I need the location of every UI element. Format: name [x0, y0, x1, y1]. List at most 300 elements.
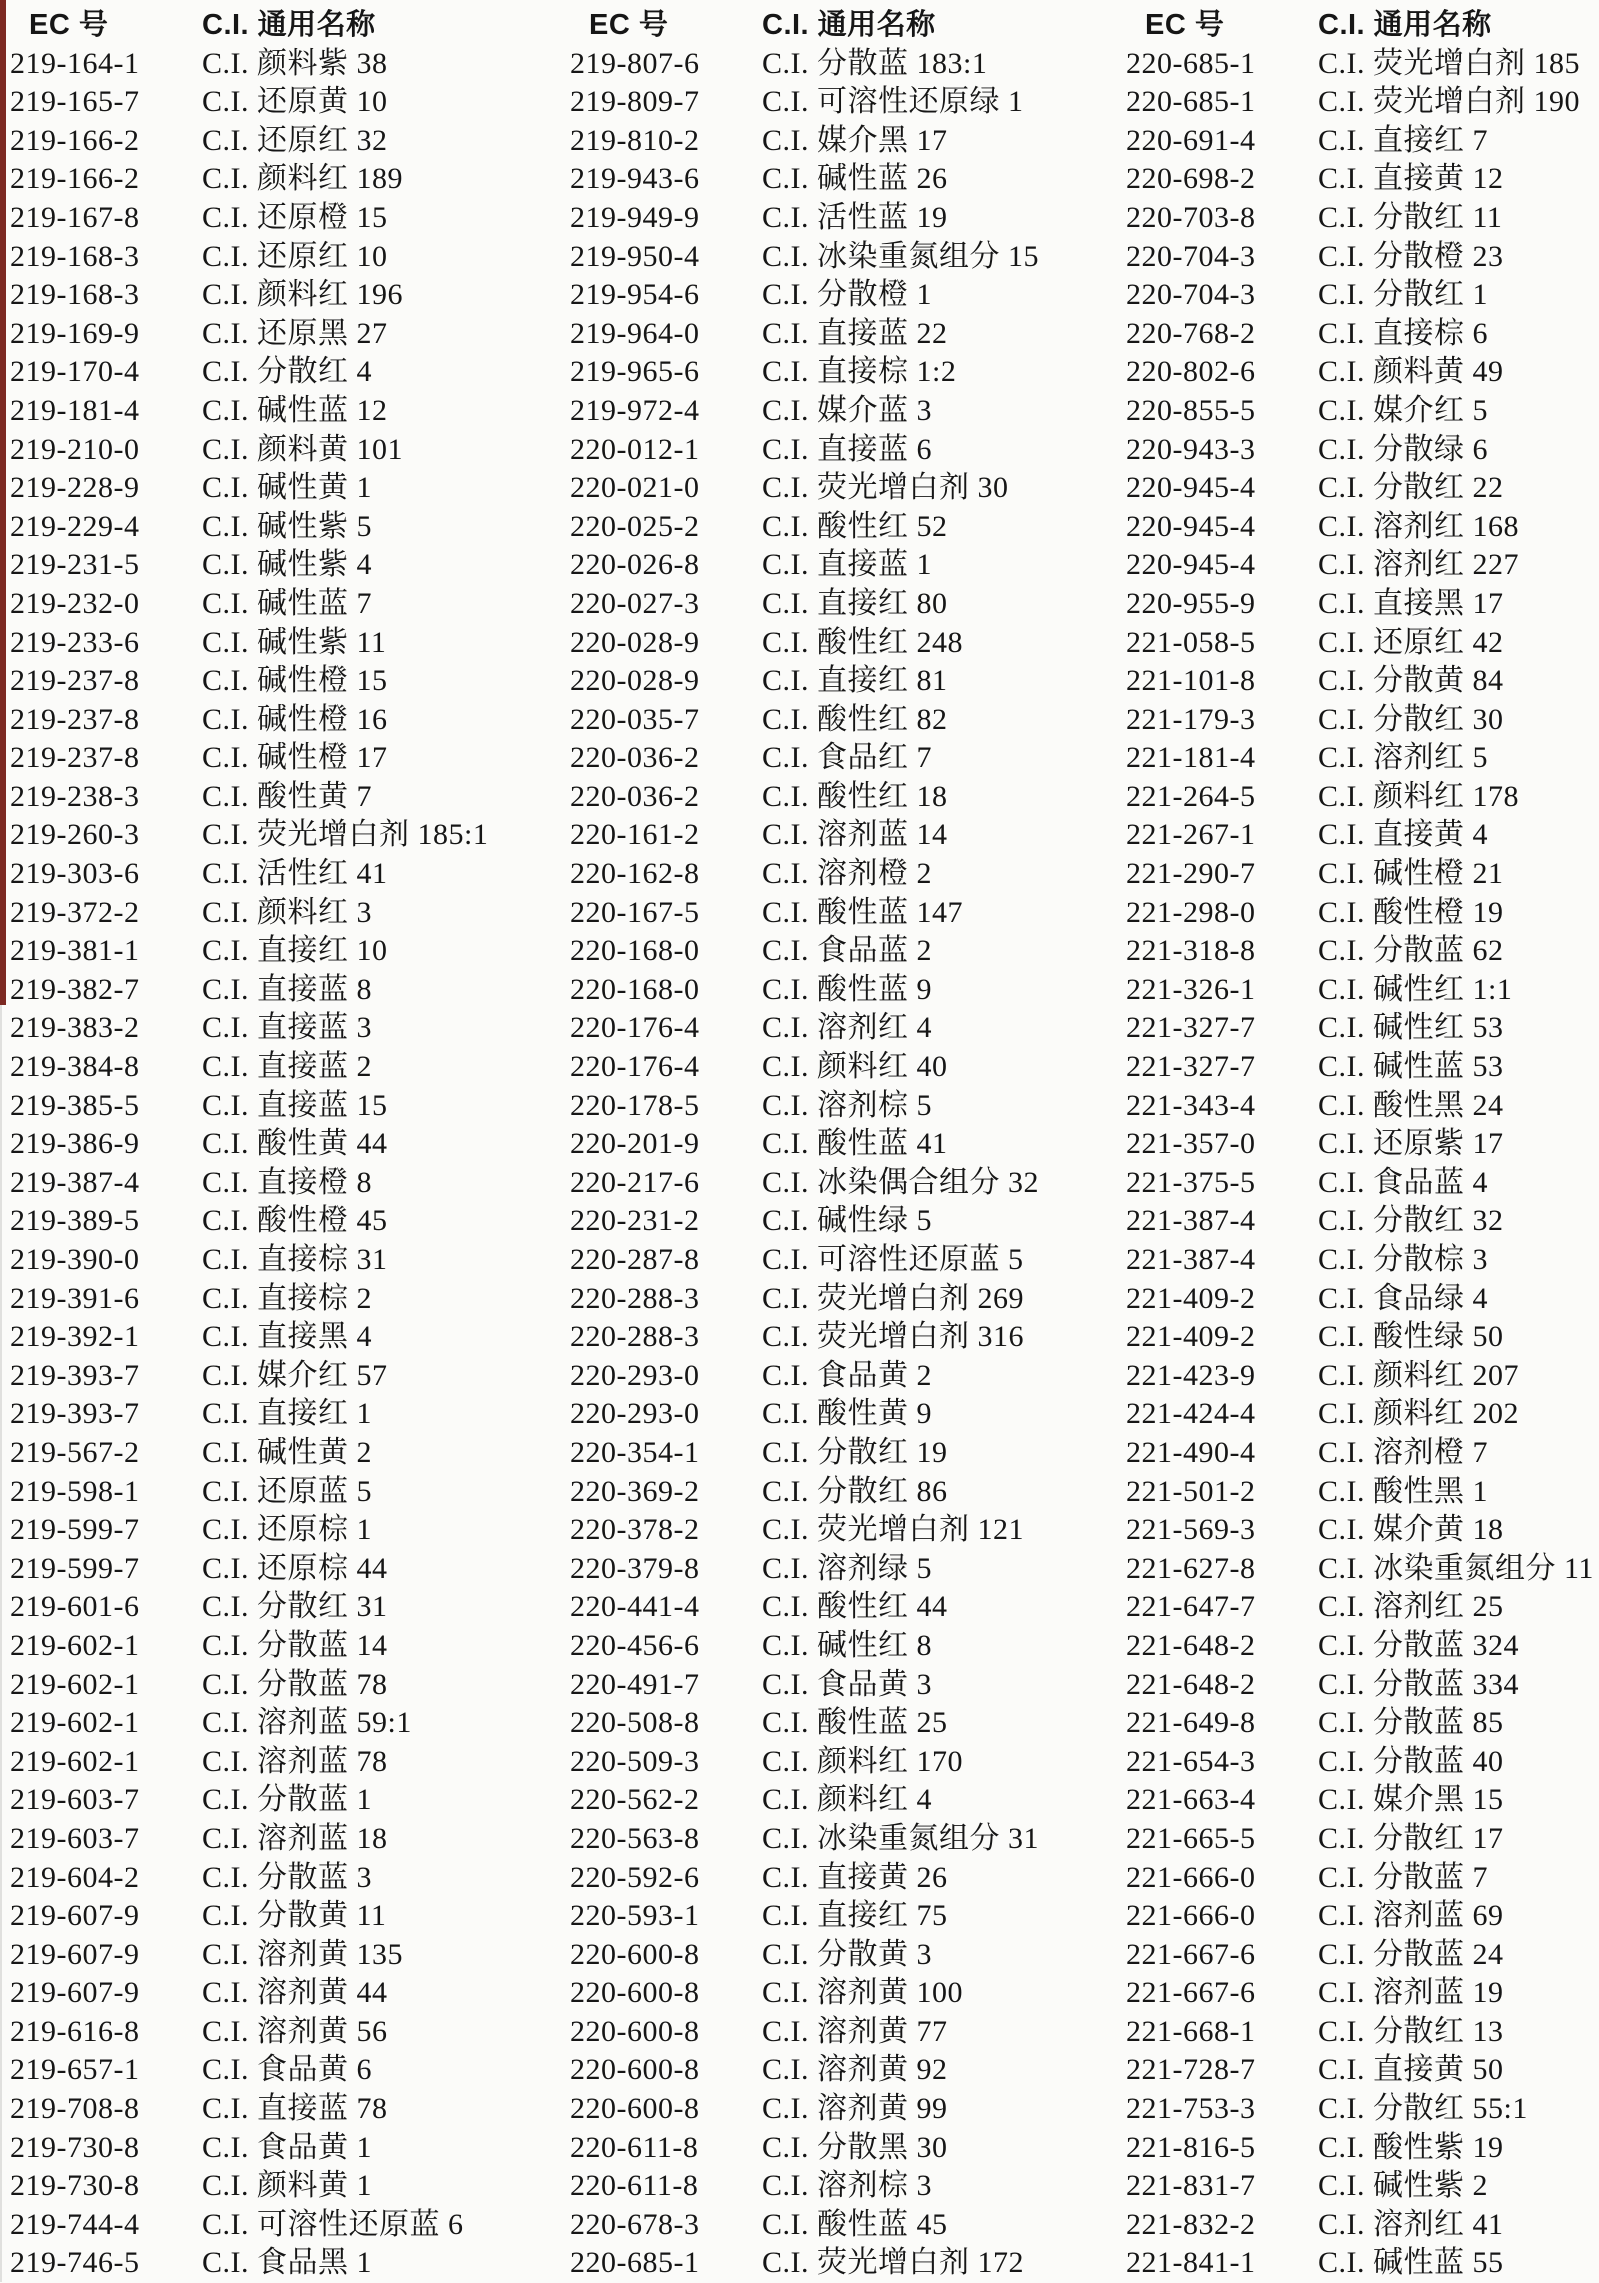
table-row [10, 1743, 533, 1782]
ci-name: C.I. 溶剂蓝 59:1 [202, 1706, 412, 1740]
ci-name: C.I. 直接红 75 [762, 1899, 948, 1933]
table-row [1126, 1666, 1599, 1705]
ci-name: C.I. 酸性红 18 [762, 779, 948, 813]
ci-name: C.I. 分散红 32 [1318, 1204, 1504, 1238]
ec-number: 220-943-3 [1126, 432, 1256, 466]
ci-name: C.I. 媒介红 57 [202, 1358, 388, 1392]
table-row [570, 1550, 1063, 1589]
ci-name: C.I. 溶剂蓝 14 [762, 818, 948, 852]
table-row [570, 2051, 1063, 2090]
ci-name: C.I. 碱性蓝 12 [202, 393, 388, 427]
ec-number: 221-627-8 [1126, 1551, 1256, 1585]
ci-name: C.I. 分散橙 1 [762, 278, 932, 312]
table-row [570, 662, 1063, 701]
ec-number: 221-327-7 [1126, 1011, 1256, 1045]
ci-name: C.I. 溶剂红 4 [762, 1011, 932, 1045]
ci-name: C.I. 直接蓝 3 [202, 1011, 372, 1045]
ci-name: C.I. 分散红 22 [1318, 471, 1504, 505]
ec-number: 220-704-3 [1126, 278, 1256, 312]
ci-name: C.I. 分散蓝 62 [1318, 934, 1504, 968]
table-row [10, 662, 533, 701]
table-row [10, 2167, 533, 2206]
ci-name: C.I. 分散红 30 [1318, 702, 1504, 736]
ci-name: C.I. 食品黄 3 [762, 1667, 932, 1701]
ec-number-header: EC 号 [589, 9, 669, 41]
ec-number: 221-357-0 [1126, 1127, 1256, 1161]
ci-name: C.I. 颜料红 207 [1318, 1358, 1519, 1392]
table-row [10, 1588, 533, 1627]
table-row [570, 1280, 1063, 1319]
table-row [570, 932, 1063, 971]
ec-number: 220-369-2 [570, 1474, 700, 1508]
ci-name: C.I. 冰染重氮组分 15 [762, 239, 1039, 273]
table-row [10, 2090, 533, 2129]
table-row [10, 1974, 533, 2013]
table-row [10, 1666, 533, 1705]
ci-name: C.I. 颜料红 196 [202, 278, 403, 312]
ec-number: 220-562-2 [570, 1783, 700, 1817]
ci-name: C.I. 分散蓝 24 [1318, 1937, 1504, 1971]
ec-number: 220-379-8 [570, 1551, 700, 1585]
ec-number: 221-387-4 [1126, 1243, 1256, 1276]
table-row [1126, 894, 1599, 933]
ec-number: 221-343-4 [1126, 1088, 1256, 1122]
ec-number: 219-607-9 [10, 1899, 140, 1933]
table-row [1126, 1318, 1599, 1357]
ec-number: 221-667-6 [1126, 1937, 1256, 1971]
ci-name: C.I. 碱性蓝 7 [202, 586, 372, 620]
ec-number: 219-601-6 [10, 1590, 140, 1624]
ec-number: 221-569-3 [1126, 1513, 1256, 1547]
column-group-3 [1063, 6, 1599, 2283]
table-row [570, 739, 1063, 778]
ci-name: C.I. 分散蓝 78 [202, 1667, 388, 1701]
table-row [1126, 1743, 1599, 1782]
table-row [570, 1974, 1063, 2013]
table-row [570, 2167, 1063, 2206]
table-row [570, 2013, 1063, 2052]
table-row [570, 2206, 1063, 2245]
ci-name: C.I. 食品黄 6 [202, 2053, 372, 2087]
ec-number: 220-611-8 [570, 2130, 699, 2164]
ci-name: C.I. 颜料红 178 [1318, 779, 1519, 813]
ec-number: 220-685-1 [1126, 46, 1256, 80]
table-row [10, 315, 533, 354]
table-row [1126, 276, 1599, 315]
table-row [1126, 315, 1599, 354]
ec-number: 221-318-8 [1126, 934, 1256, 968]
ec-number: 219-168-3 [10, 239, 140, 273]
ec-number: 221-101-8 [1126, 664, 1256, 698]
table-row [570, 1627, 1063, 1666]
ec-number: 219-382-7 [10, 972, 140, 1006]
ci-name: C.I. 分散黑 30 [762, 2130, 948, 2164]
ec-number: 219-168-3 [10, 278, 140, 312]
ec-number: 221-264-5 [1126, 779, 1256, 813]
ci-name: C.I. 还原橙 15 [202, 200, 388, 234]
table-row [1126, 2206, 1599, 2245]
table-row [570, 1434, 1063, 1473]
ec-number: 219-730-8 [10, 2169, 140, 2203]
ci-name: C.I. 酸性红 52 [762, 509, 948, 543]
table-row [1126, 1280, 1599, 1319]
ec-number: 221-648-2 [1126, 1667, 1256, 1701]
table-row [10, 469, 533, 508]
ci-name: C.I. 酸性蓝 9 [762, 972, 932, 1006]
ci-name: C.I. 碱性紫 11 [202, 625, 387, 659]
table-row [570, 701, 1063, 740]
ec-number: 219-949-9 [570, 200, 700, 234]
table-row [570, 276, 1063, 315]
ec-number: 221-327-7 [1126, 1050, 1256, 1084]
ci-name: C.I. 溶剂黄 99 [762, 2092, 948, 2126]
ec-number: 219-393-7 [10, 1358, 140, 1392]
ci-name: C.I. 酸性蓝 25 [762, 1706, 948, 1740]
table-row [1126, 932, 1599, 971]
ec-number: 221-668-1 [1126, 2014, 1256, 2048]
table-row [570, 1241, 1063, 1280]
ci-name: C.I. 直接蓝 2 [202, 1050, 372, 1084]
ec-number: 219-810-2 [570, 123, 700, 157]
ec-number: 219-657-1 [10, 2053, 140, 2087]
ec-number: 219-730-8 [10, 2130, 140, 2164]
ec-number: 221-667-6 [1126, 1976, 1256, 2010]
table-row [10, 160, 533, 199]
ec-number: 220-678-3 [570, 2207, 700, 2241]
ec-number: 221-665-5 [1126, 1821, 1256, 1855]
ec-number: 220-162-8 [570, 857, 700, 891]
ec-number: 219-237-8 [10, 702, 140, 736]
ec-number: 219-232-0 [10, 586, 140, 620]
ci-name: C.I. 溶剂黄 77 [762, 2014, 948, 2048]
table-row [1126, 2129, 1599, 2168]
ec-number: 220-441-4 [570, 1590, 700, 1624]
ec-number: 220-176-4 [570, 1011, 700, 1045]
ci-name: C.I. 媒介黄 18 [1318, 1513, 1504, 1547]
table-row [570, 1048, 1063, 1087]
ec-number: 219-170-4 [10, 355, 140, 389]
ci-name: C.I. 可溶性还原蓝 5 [762, 1243, 1024, 1276]
table-row [1126, 2051, 1599, 2090]
ec-number: 219-383-2 [10, 1011, 140, 1045]
table-row [10, 816, 533, 855]
table-row [1126, 431, 1599, 470]
ec-number: 221-375-5 [1126, 1165, 1256, 1199]
ci-name: C.I. 荧光增白剂 269 [762, 1281, 1024, 1315]
ci-name: C.I. 酸性橙 45 [202, 1204, 388, 1238]
ci-name: C.I. 冰染重氮组分 11 [1318, 1551, 1594, 1585]
ec-number: 221-387-4 [1126, 1204, 1256, 1238]
ec-number: 220-035-7 [570, 702, 700, 736]
table-row [570, 199, 1063, 238]
ci-name: C.I. 分散橙 23 [1318, 239, 1504, 273]
table-row [570, 353, 1063, 392]
table-row [570, 431, 1063, 470]
ec-number: 219-166-2 [10, 123, 140, 157]
table-row [10, 199, 533, 238]
ec-number: 220-456-6 [570, 1628, 700, 1662]
ci-name: C.I. 碱性橙 15 [202, 664, 388, 698]
table-row [570, 1318, 1063, 1357]
ec-number: 219-943-6 [570, 162, 700, 196]
ci-name: C.I. 酸性紫 19 [1318, 2130, 1504, 2164]
ci-name: C.I. 直接红 7 [1318, 123, 1488, 157]
ec-number: 220-028-9 [570, 664, 700, 698]
table-row [1126, 238, 1599, 277]
ci-name: C.I. 酸性红 44 [762, 1590, 948, 1624]
ci-name: C.I. 直接黑 17 [1318, 586, 1504, 620]
ec-number: 220-161-2 [570, 818, 700, 852]
table-header [570, 6, 1063, 45]
ec-number: 220-178-5 [570, 1088, 700, 1122]
ci-name: C.I. 分散蓝 324 [1318, 1628, 1519, 1662]
ci-name: C.I. 分散红 13 [1318, 2014, 1504, 2048]
table-row [1126, 701, 1599, 740]
ci-name: C.I. 溶剂橙 7 [1318, 1435, 1488, 1469]
ci-name: C.I. 冰染重氮组分 31 [762, 1821, 1039, 1855]
ec-number: 220-611-8 [570, 2169, 699, 2203]
table-row [570, 160, 1063, 199]
ci-name: C.I. 冰染偶合组分 32 [762, 1165, 1039, 1199]
ci-name: C.I. 荧光增白剂 316 [762, 1320, 1024, 1354]
table-row [1126, 1395, 1599, 1434]
table-row [570, 546, 1063, 585]
ec-number: 219-228-9 [10, 471, 140, 505]
ec-number: 220-945-4 [1126, 509, 1256, 543]
table-row [570, 778, 1063, 817]
table-row [10, 1164, 533, 1203]
ci-name: C.I. 直接蓝 8 [202, 972, 372, 1006]
ci-name: C.I. 溶剂红 227 [1318, 548, 1519, 582]
ec-number: 221-409-2 [1126, 1281, 1256, 1315]
ec-number: 219-238-3 [10, 779, 140, 813]
ec-number: 219-809-7 [570, 85, 700, 119]
ec-number: 219-303-6 [10, 857, 140, 891]
ci-name: C.I. 直接棕 2 [202, 1281, 372, 1315]
table-row [1126, 83, 1599, 122]
table-row [570, 1395, 1063, 1434]
ec-number: 220-231-2 [570, 1204, 700, 1238]
ci-name: C.I. 分散红 19 [762, 1435, 948, 1469]
ec-number: 220-012-1 [570, 432, 700, 466]
table-row [10, 1627, 533, 1666]
table-row [570, 1820, 1063, 1859]
ec-number: 220-028-9 [570, 625, 700, 659]
table-row [570, 2129, 1063, 2168]
ec-number: 220-703-8 [1126, 200, 1256, 234]
table-row [570, 2090, 1063, 2129]
column-group-1 [0, 6, 533, 2283]
ci-name: C.I. 直接红 1 [202, 1397, 372, 1431]
ci-name: C.I. 颜料黄 49 [1318, 355, 1504, 389]
ci-name: C.I. 还原黑 27 [202, 316, 388, 350]
table-row [1126, 1820, 1599, 1859]
table-row [10, 2013, 533, 2052]
table-row [570, 469, 1063, 508]
ec-number: 219-602-1 [10, 1667, 140, 1701]
ci-name: C.I. 酸性黄 9 [762, 1397, 932, 1431]
ec-number: 220-036-2 [570, 779, 700, 813]
table-row [10, 624, 533, 663]
table-row [10, 122, 533, 161]
ci-name: C.I. 酸性蓝 45 [762, 2207, 948, 2241]
ci-name: C.I. 碱性蓝 53 [1318, 1050, 1504, 1084]
ci-name: C.I. 可溶性还原蓝 6 [202, 2207, 464, 2241]
ec-number: 219-965-6 [570, 355, 700, 389]
ci-name: C.I. 碱性蓝 26 [762, 162, 948, 196]
ec-number: 219-231-5 [10, 548, 140, 582]
table-row [10, 1511, 533, 1550]
ci-name: C.I. 碱性绿 5 [762, 1204, 932, 1238]
table-row [1126, 469, 1599, 508]
ec-number: 220-176-4 [570, 1050, 700, 1084]
ec-number: 220-287-8 [570, 1243, 700, 1276]
table-row [570, 83, 1063, 122]
ci-name: C.I. 直接黄 12 [1318, 162, 1504, 196]
ci-name: C.I. 溶剂棕 3 [762, 2169, 932, 2203]
ec-number: 219-237-8 [10, 741, 140, 775]
ec-number: 219-260-3 [10, 818, 140, 852]
table-row [1126, 1936, 1599, 1975]
table-row [1126, 2167, 1599, 2206]
table-row [10, 2129, 533, 2168]
table-row [10, 546, 533, 585]
table-row [570, 971, 1063, 1010]
ec-number: 220-201-9 [570, 1127, 700, 1161]
ci-name: C.I. 直接棕 6 [1318, 316, 1488, 350]
ec-number: 220-855-5 [1126, 393, 1256, 427]
ec-number: 220-802-6 [1126, 355, 1256, 389]
table-row [570, 1704, 1063, 1743]
table-rows [570, 45, 1063, 2283]
ci-name: C.I. 还原红 42 [1318, 625, 1504, 659]
table-row [10, 238, 533, 277]
table-row [1126, 353, 1599, 392]
table-row [1126, 1627, 1599, 1666]
ci-name: C.I. 碱性紫 5 [202, 509, 372, 543]
table-row [1126, 2013, 1599, 2052]
ec-number: 220-945-4 [1126, 548, 1256, 582]
table-row [10, 276, 533, 315]
table-row [570, 1936, 1063, 1975]
table-row [570, 1473, 1063, 1512]
ci-name: C.I. 碱性红 53 [1318, 1011, 1504, 1045]
table-row [10, 431, 533, 470]
table-row [1126, 1859, 1599, 1898]
ci-name: C.I. 分散蓝 183:1 [762, 46, 988, 80]
ec-number: 220-600-8 [570, 1976, 700, 2010]
ci-name: C.I. 食品黑 1 [202, 2246, 372, 2280]
ci-name: C.I. 媒介蓝 3 [762, 393, 932, 427]
ec-number: 219-598-1 [10, 1474, 140, 1508]
table-row [570, 122, 1063, 161]
ec-number: 221-753-3 [1126, 2092, 1256, 2126]
table-row [10, 1202, 533, 1241]
ci-name: C.I. 分散黄 84 [1318, 664, 1504, 698]
ec-number: 219-954-6 [570, 278, 700, 312]
ec-number: 219-393-7 [10, 1397, 140, 1431]
ci-name: C.I. 食品黄 1 [202, 2130, 372, 2164]
ec-number: 219-950-4 [570, 239, 700, 273]
ec-number: 220-293-0 [570, 1358, 700, 1392]
ci-name: C.I. 荧光增白剂 185:1 [202, 818, 489, 852]
ci-name: C.I. 碱性红 1:1 [1318, 972, 1513, 1006]
ci-name: C.I. 分散棕 3 [1318, 1243, 1488, 1276]
ec-number: 221-490-4 [1126, 1435, 1256, 1469]
ci-name: C.I. 直接蓝 6 [762, 432, 932, 466]
ec-number: 220-685-1 [1126, 85, 1256, 119]
ec-number: 219-807-6 [570, 46, 700, 80]
ec-number: 220-563-8 [570, 1821, 700, 1855]
ec-number: 220-704-3 [1126, 239, 1256, 273]
table-row [1126, 1087, 1599, 1126]
ci-name: C.I. 酸性黑 1 [1318, 1474, 1488, 1508]
table-row [1126, 624, 1599, 663]
table-row [570, 1897, 1063, 1936]
ec-number: 221-424-4 [1126, 1397, 1256, 1431]
ec-number: 219-384-8 [10, 1050, 140, 1084]
ec-number: 221-831-7 [1126, 2169, 1256, 2203]
ci-name: C.I. 分散蓝 14 [202, 1628, 388, 1662]
ci-name: C.I. 分散绿 6 [1318, 432, 1488, 466]
ec-number: 221-654-3 [1126, 1744, 1256, 1778]
ec-number: 219-616-8 [10, 2014, 140, 2048]
ci-name-header: C.I. 通用名称 [202, 9, 376, 41]
ec-number: 219-229-4 [10, 509, 140, 543]
table-row [10, 1859, 533, 1898]
ec-number: 220-600-8 [570, 2092, 700, 2126]
ci-name: C.I. 直接橙 8 [202, 1165, 372, 1199]
ci-name: C.I. 分散红 1 [1318, 278, 1488, 312]
ec-number: 219-237-8 [10, 664, 140, 698]
ci-name: C.I. 溶剂黄 56 [202, 2014, 388, 2048]
ci-name: C.I. 食品绿 4 [1318, 1281, 1488, 1315]
ci-name: C.I. 酸性黑 24 [1318, 1088, 1504, 1122]
ec-number: 220-491-7 [570, 1667, 700, 1701]
ec-number: 220-026-8 [570, 548, 700, 582]
table-row [1126, 546, 1599, 585]
table-rows [1126, 45, 1599, 2283]
ci-name: C.I. 直接黑 4 [202, 1320, 372, 1354]
table-row [570, 1859, 1063, 1898]
table-header [1126, 6, 1599, 45]
ci-name: C.I. 还原紫 17 [1318, 1127, 1504, 1161]
table-row [10, 1125, 533, 1164]
ec-number: 219-603-7 [10, 1783, 140, 1817]
ci-name: C.I. 分散蓝 1 [202, 1783, 372, 1817]
table-row [1126, 855, 1599, 894]
ec-number: 220-600-8 [570, 1937, 700, 1971]
table-row [1126, 160, 1599, 199]
table-row [570, 1125, 1063, 1164]
ci-name: C.I. 分散蓝 7 [1318, 1860, 1488, 1894]
table-row [10, 83, 533, 122]
ec-number: 220-021-0 [570, 471, 700, 505]
table-row [10, 971, 533, 1010]
table-header [10, 6, 533, 45]
ci-name: C.I. 分散红 4 [202, 355, 372, 389]
ec-number: 221-649-8 [1126, 1706, 1256, 1740]
table-row [570, 1087, 1063, 1126]
ec-number: 219-181-4 [10, 393, 140, 427]
ci-name: C.I. 还原棕 1 [202, 1513, 372, 1547]
ci-name: C.I. 还原棕 44 [202, 1551, 388, 1585]
ec-number: 221-423-9 [1126, 1358, 1256, 1392]
ci-name: C.I. 食品黄 2 [762, 1358, 932, 1392]
table-row [10, 585, 533, 624]
ec-number: 221-058-5 [1126, 625, 1256, 659]
table-row [1126, 1473, 1599, 1512]
